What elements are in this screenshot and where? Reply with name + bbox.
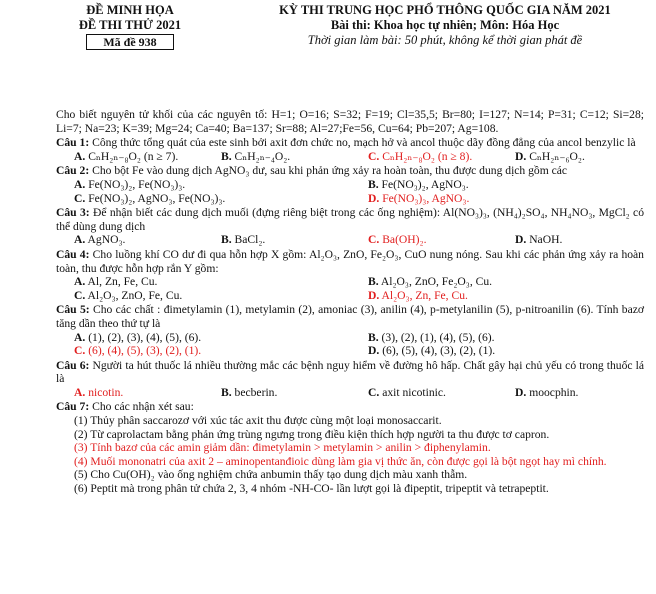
option-label: C. [74,288,86,302]
option-text: Al₂O₃, Zn, Fe, Cu. [381,288,468,302]
option-d [350,192,644,206]
option-b [203,233,350,247]
question-text: Người ta hút thuốc lá nhiều thường mắc các bệnh nguy hiểm về đường hô hấp. Chất gây hại chủ yếu có trong thuốc lá là [56,358,644,386]
option-label: A. [74,233,86,247]
question-label: Câu 2: [56,164,90,178]
option-a [56,275,350,289]
question-stem [56,400,644,414]
option-b [350,331,644,345]
question-1 [56,136,644,163]
option-label: D. [515,233,527,247]
question-2 [56,164,644,205]
options-row [56,275,644,289]
option-text: axit nicotinic. [382,385,446,399]
option-label: B. [368,275,379,289]
option-text: AgNO₃. [87,233,126,247]
option-text: (6), (5), (4), (3), (2), (1). [382,344,496,358]
exam-code-box: Mã đề 938 [86,34,173,50]
option-text: (6), (4), (5), (3), (2), (1). [88,344,202,358]
option-text: Fe(NO₃)₂, AgNO₃, Fe(NO₃)₃. [88,191,226,205]
statement-item: (2) Từ caprolactam bằng phản ứng trùng ngưng trong điều kiện thích hợp người ta thu được tơ capron. [74,427,550,441]
question-label: Câu 4: [56,247,90,261]
option-label: C. [74,344,86,358]
exam-body [56,108,644,496]
option-c [56,289,350,303]
option-text: Ba(OH)₂. [382,233,427,247]
option-label: B. [368,177,379,191]
option-label: B. [221,233,232,247]
option-a [56,178,350,192]
options-row [56,289,644,303]
question-label: Câu 6: [56,358,90,372]
question-stem [56,164,644,178]
option-text: Fe(NO₃)₂, AgNO₃. [381,177,469,191]
question-stem [56,359,644,386]
option-a [56,233,203,247]
option-text: CₙH₂ₙ₋₈O₂ (n ≥ 8). [382,149,473,163]
question-4 [56,248,644,302]
question-7 [56,400,644,495]
exam-subject: Bài thi: Khoa học tự nhiên; Môn: Hóa Học [330,18,560,32]
option-d [350,344,644,358]
header-left-line1: ĐỀ MINH HỌA [86,3,174,17]
option-label: B. [221,385,232,399]
option-label: D. [515,385,527,399]
question-5 [56,303,644,357]
question-stem [56,206,644,233]
option-a [56,150,203,164]
options-row [56,331,644,345]
exam-title: KỲ THI TRUNG HỌC PHỔ THÔNG QUỐC GIA NĂM 2021 [279,3,611,17]
option-c [350,150,497,164]
option-b [350,275,644,289]
question-text: Cho luồng khí CO dư đi qua hỗn hợp X gồm: Al₂O₃, ZnO, Fe₂O₃, CuO nung nóng. Sau khi các phản ứng xảy ra hoàn toàn, thu được hỗn hợp rắn Y gồm: [56,247,644,275]
options-row [56,192,644,206]
option-a [56,331,350,345]
question-stem [56,136,644,150]
options-row [56,344,644,358]
option-b [203,386,350,400]
header-right [245,3,645,48]
option-label: B. [221,149,232,163]
option-text: becberin. [234,385,278,399]
option-label: A. [74,149,86,163]
option-d [497,386,644,400]
option-b [203,150,350,164]
option-label: C. [368,233,380,247]
question-text: Để nhận biết các dung dịch muối (đựng riêng biệt trong các ống nghiệm): Al(NO₃)₃, (NH₄)₂SO₄, NH₄NO₃, MgCl₂ có thể dùng dung dịch [56,206,644,233]
option-text: Al, Zn, Fe, Cu. [87,275,158,289]
question-text: Cho các nhận xét sau: [92,400,194,414]
option-label: D. [368,344,380,358]
option-label: B. [368,330,379,344]
option-text: Al₂O₃, ZnO, Fe, Cu. [87,288,183,302]
header-left-line2: ĐỀ THI THỬ 2021 [78,18,182,32]
question-text: Công thức tổng quát của este sinh bởi axit đơn chức no, mạch hở và ancol thuộc dãy đồng đẳng của ancol benzylic là [92,136,636,150]
option-label: C. [74,191,86,205]
option-text: nicotin. [88,385,124,399]
option-text: NaOH. [529,233,563,247]
option-label: A. [74,330,86,344]
question-stem [56,303,644,330]
options-row [56,150,644,164]
options-row [56,386,644,400]
option-c [350,233,497,247]
question-text: Cho bột Fe vào dung dịch AgNO₃ dư, sau khi phản ứng xảy ra hoàn toàn, thu được dung dịch gồm các [92,164,568,178]
header-left [60,3,200,50]
intro-paragraph: Cho biết nguyên tử khối của các nguyên tố: H=1; O=16; S=32; F=19; Cl=35,5; Br=80; I=127; N=14; P=31; C=12; Si=28; Li=7; Na=23; K=39; Mg=24; Ca=40; Ba=137; Sr=88; Al=27;Fe=56, Cu=64; Pb=207; Ag=108. [56,108,644,135]
question-6 [56,359,644,400]
option-text: CₙH₂ₙ₋₈O₂ (n ≥ 7). [88,149,179,163]
exam-time: Thời gian làm bài: 50 phút, không kể thời gian phát đề [307,33,583,47]
option-a [56,386,203,400]
option-label: C. [368,385,380,399]
option-d [497,233,644,247]
statement-item: (1) Thủy phân saccarozơ với xúc tác axit thu được cùng một loại monosaccarit. [74,414,442,428]
option-label: D. [368,191,380,205]
option-text: moocphin. [529,385,579,399]
question-label: Câu 5: [56,303,90,317]
option-label: A. [74,177,86,191]
question-stem [56,248,644,275]
options-row [56,233,644,247]
question-label: Câu 3: [56,206,90,220]
option-text: CₙH₂ₙ₋₆O₂. [529,149,585,163]
option-label: D. [368,288,380,302]
option-c [56,192,350,206]
option-label: A. [74,385,86,399]
options-row [56,178,644,192]
statement-item: (4) Muối mononatri của axit 2 – aminopentanđioic dùng làm gia vị thức ăn, còn được gọi là bột ngọt hay mì chính. [74,454,607,468]
option-text: Al₂O₃, ZnO, Fe₂O₃, Cu. [380,275,493,289]
option-label: D. [515,149,527,163]
option-text: Fe(NO₃)₃, AgNO₃. [382,191,470,205]
question-3 [56,206,644,247]
option-text: BaCl₂. [234,233,266,247]
question-label: Câu 1: [56,136,90,150]
option-c [56,344,350,358]
question-label: Câu 7: [56,400,90,414]
statement-item: (6) Peptit mà trong phân tử chứa 2, 3, 4 nhóm -NH-CO- lần lượt gọi là đipeptit, tripeptit và tetrapeptit. [74,482,549,496]
option-label: C. [368,149,380,163]
option-d [497,150,644,164]
option-text: CₙH₂ₙ₋₄O₂. [234,149,291,163]
statement-item: (3) Tính bazơ của các amin giảm dần: đimetylamin > metylamin > anilin > điphenylamin. [74,441,491,455]
option-d [350,289,644,303]
option-b [350,178,644,192]
option-text: (3), (2), (1), (4), (5), (6). [381,330,495,344]
statement-item: (5) Cho Cu(OH)₂ vào ống nghiệm chứa anbumin thấy tạo dung dịch màu xanh thẫm. [74,468,468,482]
option-c [350,386,497,400]
option-label: A. [74,275,86,289]
question-text: Cho các chất : đimetylamin (1), metylamin (2), amoniac (3), anilin (4), p-metylanilin (5), p-nitroanilin (6). Tính bazơ tăng dần theo thứ tự là [56,303,644,330]
option-text: Fe(NO₃)₂, Fe(NO₃)₃. [88,177,186,191]
option-text: (1), (2), (3), (4), (5), (6). [88,330,202,344]
